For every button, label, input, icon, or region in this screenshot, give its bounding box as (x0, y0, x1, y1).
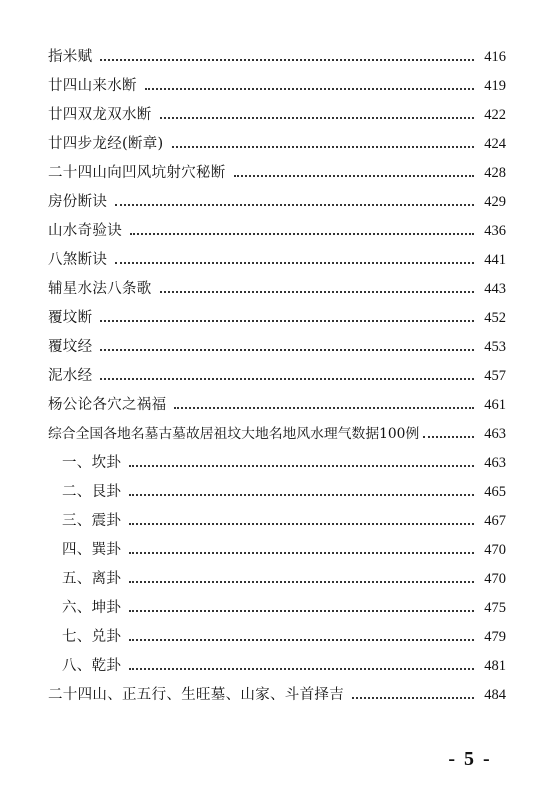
toc-entry-page: 441 (484, 252, 506, 268)
toc-entry[interactable] (48, 187, 506, 211)
toc-dot-leader (160, 117, 474, 119)
toc-dot-leader (352, 697, 474, 699)
toc-entry[interactable] (48, 245, 506, 269)
toc-entry-title: 房份断诀 (48, 194, 108, 210)
toc-entry-page: 422 (484, 107, 506, 123)
toc-entry[interactable] (62, 535, 506, 559)
toc-entry-title: 二、艮卦 (62, 484, 122, 500)
toc-entry[interactable] (48, 216, 506, 240)
toc-entry[interactable] (62, 651, 506, 675)
toc-dot-leader (129, 494, 474, 496)
toc-dot-leader (115, 204, 474, 206)
toc-dot-leader (129, 552, 474, 554)
toc-entry-title: 六、坤卦 (62, 600, 122, 616)
toc-entry-title: 覆坟经 (48, 339, 93, 355)
toc-entry-page: 443 (484, 281, 506, 297)
toc-entry[interactable] (48, 129, 506, 153)
toc-dot-leader (100, 349, 474, 351)
toc-dot-leader (172, 146, 474, 148)
toc-dot-leader (234, 175, 474, 177)
toc-entry-page: 479 (484, 629, 506, 645)
toc-entry-page: 452 (484, 310, 506, 326)
toc-entry[interactable] (48, 158, 506, 182)
toc-entry[interactable] (48, 680, 506, 704)
toc-entry-title: 山水奇验诀 (48, 223, 122, 239)
toc-entry-page: 484 (484, 687, 506, 703)
toc-dot-leader (423, 436, 474, 438)
toc-entry[interactable] (62, 593, 506, 617)
toc-entry-page: 467 (484, 513, 506, 529)
toc-entry-title: 四、巽卦 (62, 542, 122, 558)
toc-entry-title: 综合全国各地名墓古墓故居祖坟大地名地风水理气数据100例 (48, 426, 420, 442)
toc-entry-page: 470 (484, 542, 506, 558)
toc-entry[interactable] (62, 477, 506, 501)
toc-entry-title: 一、坎卦 (62, 455, 122, 471)
toc-entry-title: 辅星水法八条歌 (48, 281, 152, 297)
toc-dot-leader (129, 610, 474, 612)
toc-entry[interactable] (48, 361, 506, 385)
toc-entry-page: 461 (484, 397, 506, 413)
toc-entry-title: 廿四山来水断 (48, 78, 137, 94)
toc-entry[interactable] (48, 332, 506, 356)
toc-entry-title: 二十四山向凹风坑射穴秘断 (48, 165, 226, 181)
toc-entry-page: 436 (484, 223, 506, 239)
toc-dot-leader (100, 320, 474, 322)
toc-entry-title: 三、震卦 (62, 513, 122, 529)
toc-entry[interactable] (48, 419, 506, 443)
toc-dot-leader (174, 407, 474, 409)
toc-entry-title: 二十四山、正五行、生旺墓、山家、斗首择吉 (48, 687, 344, 703)
toc-entry[interactable] (48, 100, 506, 124)
toc-entry[interactable] (48, 71, 506, 95)
toc-entry-page: 428 (484, 165, 506, 181)
toc-entry[interactable] (48, 274, 506, 298)
toc-dot-leader (129, 465, 474, 467)
toc-entry[interactable] (62, 564, 506, 588)
toc-dot-leader (100, 378, 474, 380)
toc-entry-page: 475 (484, 600, 506, 616)
toc-entry-page: 419 (484, 78, 506, 94)
toc-entry-page: 470 (484, 571, 506, 587)
toc-entry-title: 廿四双龙双水断 (48, 107, 152, 123)
page-number: - 5 - (448, 748, 492, 770)
toc-entry-title: 覆坟断 (48, 310, 93, 326)
toc-dot-leader (129, 639, 474, 641)
toc-dot-leader (100, 59, 474, 61)
toc-entry-title: 杨公论各穴之祸福 (48, 397, 167, 413)
toc-dot-leader (129, 523, 474, 525)
toc-entry-title: 五、离卦 (62, 571, 122, 587)
toc-dot-leader (160, 291, 474, 293)
toc-entry-title: 指米赋 (48, 49, 93, 65)
toc-entry-page: 463 (484, 426, 506, 442)
toc-entry-page: 457 (484, 368, 506, 384)
toc-entry-title: 七、兑卦 (62, 629, 122, 645)
toc-entry-page: 424 (484, 136, 506, 152)
toc-entry-title: 泥水经 (48, 368, 93, 384)
toc-entry[interactable] (48, 303, 506, 327)
toc-entry[interactable] (48, 42, 506, 66)
toc-entry-page: 465 (484, 484, 506, 500)
toc-entry[interactable] (62, 506, 506, 530)
toc-entry-page: 429 (484, 194, 506, 210)
toc-dot-leader (129, 581, 474, 583)
toc-dot-leader (129, 668, 474, 670)
toc-entry-title: 廿四步龙经(断章) (48, 136, 164, 152)
toc-dot-leader (115, 262, 474, 264)
toc-entry[interactable] (48, 390, 506, 414)
toc-entry-title: 八煞断诀 (48, 252, 108, 268)
toc-entry[interactable] (62, 622, 506, 646)
toc-entry-title: 八、乾卦 (62, 658, 122, 674)
toc-entry-page: 416 (484, 49, 506, 65)
toc-entry-page: 453 (484, 339, 506, 355)
toc-entry[interactable] (62, 448, 506, 472)
toc-entry-page: 481 (484, 658, 506, 674)
toc-dot-leader (145, 88, 474, 90)
toc-entry-page: 463 (484, 455, 506, 471)
toc-dot-leader (130, 233, 474, 235)
